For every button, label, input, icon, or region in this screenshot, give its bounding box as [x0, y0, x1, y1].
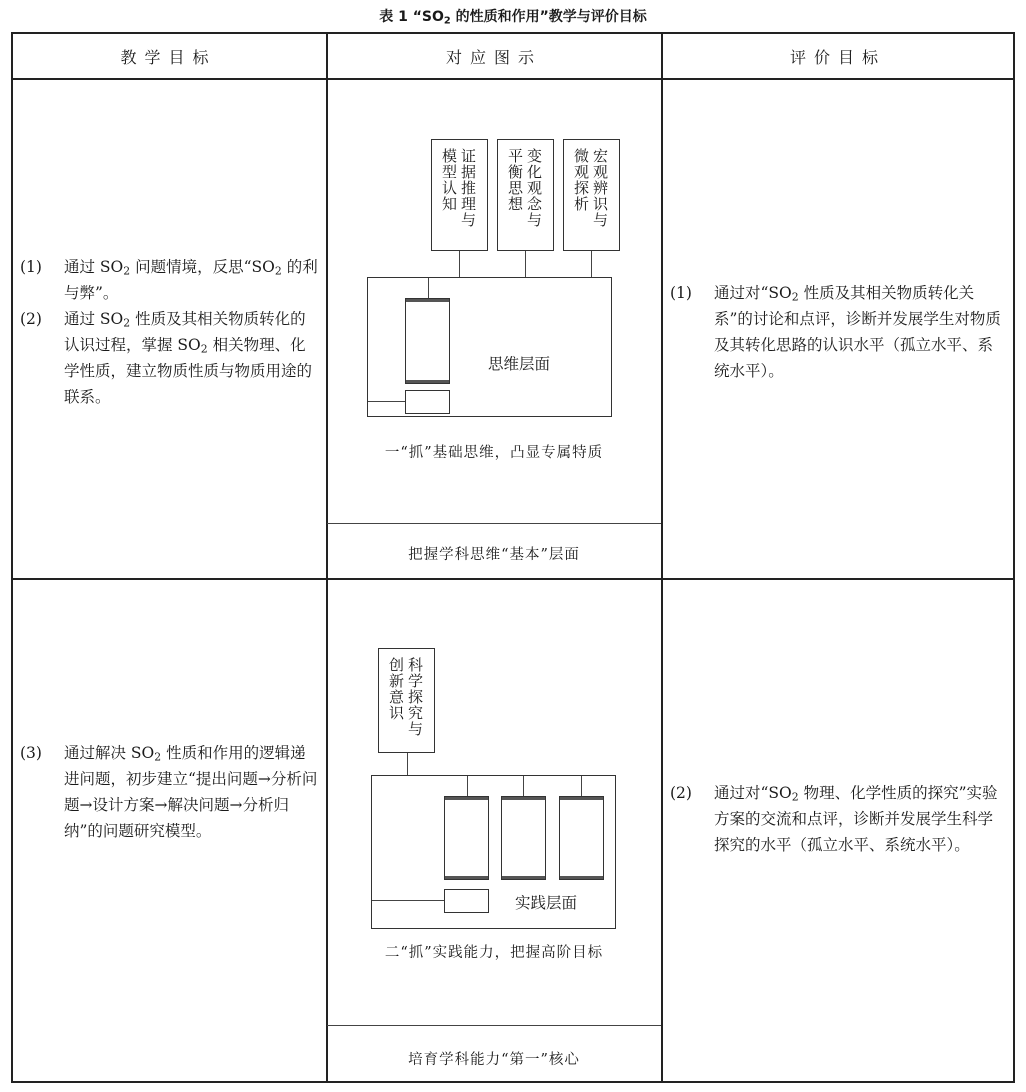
- thinking-caption: 一“抓”基础思维，凸显专属特质: [384, 445, 604, 461]
- header-teaching-goals: 教学目标: [120, 48, 217, 67]
- row1-evaluation-goals: [670, 280, 1006, 384]
- thinking-bar: [405, 298, 450, 384]
- goal-2: (2) 通过 $SO_2$ 性质及其相关物质转化的认识过程，掌握 $SO_2$ 相关物理、化学性质，建立物质性质与物质用途的联系。: [20, 310, 313, 406]
- change-balance-box: 变化观念与 平衡思想: [497, 139, 554, 251]
- practice-bar-2: [501, 796, 546, 880]
- evidence-reasoning-box: 证据推理与 模型认知: [431, 139, 488, 251]
- row2-evaluation-goals: [670, 780, 1006, 858]
- goal-3: (3) 通过解决 $SO_2$ 性质和作用的逻辑递进问题，初步建立“提出问题→分析问题→设计方案→解决问题→分析归纳”的问题研究模型。: [20, 744, 318, 840]
- macro-micro-box: 宏观辨识与 微观探析: [563, 139, 620, 251]
- thinking-small-box: [405, 390, 450, 414]
- evaluation-2: (2) 通过对“$SO_2$ 物理、化学性质的探究”实验方案的交流和点评，诊断并发展学生科学探究的水平（孤立水平、系统水平）。: [670, 784, 998, 854]
- row2-teaching-goals: [20, 740, 320, 844]
- table-caption: 表 1 “$SO_2$ 的性质和作用”教学与评价目标: [379, 9, 647, 27]
- practice-caption: 二“抓”实践能力，把握高阶目标: [384, 945, 604, 961]
- thinking-layer-label: 思维层面: [488, 355, 551, 373]
- practice-small-box: [444, 889, 489, 913]
- objectives-table: [11, 32, 1015, 1083]
- goal-1: (1) 通过 $SO_2$ 问题情境，反思“$SO_2$ 的利与弊”。: [20, 258, 318, 302]
- header-evaluation-goals: 评价目标: [789, 48, 886, 67]
- practice-footer: 培育学科能力“第一”核心: [408, 1052, 580, 1068]
- practice-bar-1: [444, 796, 489, 880]
- thinking-footer: 把握学科思维“基本”层面: [408, 547, 580, 563]
- science-inquiry-box: 科学探究与 创新意识: [378, 648, 435, 753]
- thinking-layer-box: [367, 277, 612, 417]
- practice-layer-label: 实践层面: [515, 894, 578, 912]
- header-diagram: 对应图示: [445, 48, 542, 67]
- practice-bar-3: [559, 796, 604, 880]
- row1-teaching-goals: [20, 254, 320, 410]
- evaluation-1: (1) 通过对“$SO_2$ 性质及其相关物质转化关系”的讨论和点评，诊断并发展学生对物质及其转化思路的认识水平（孤立水平、系统水平）。: [670, 284, 1001, 380]
